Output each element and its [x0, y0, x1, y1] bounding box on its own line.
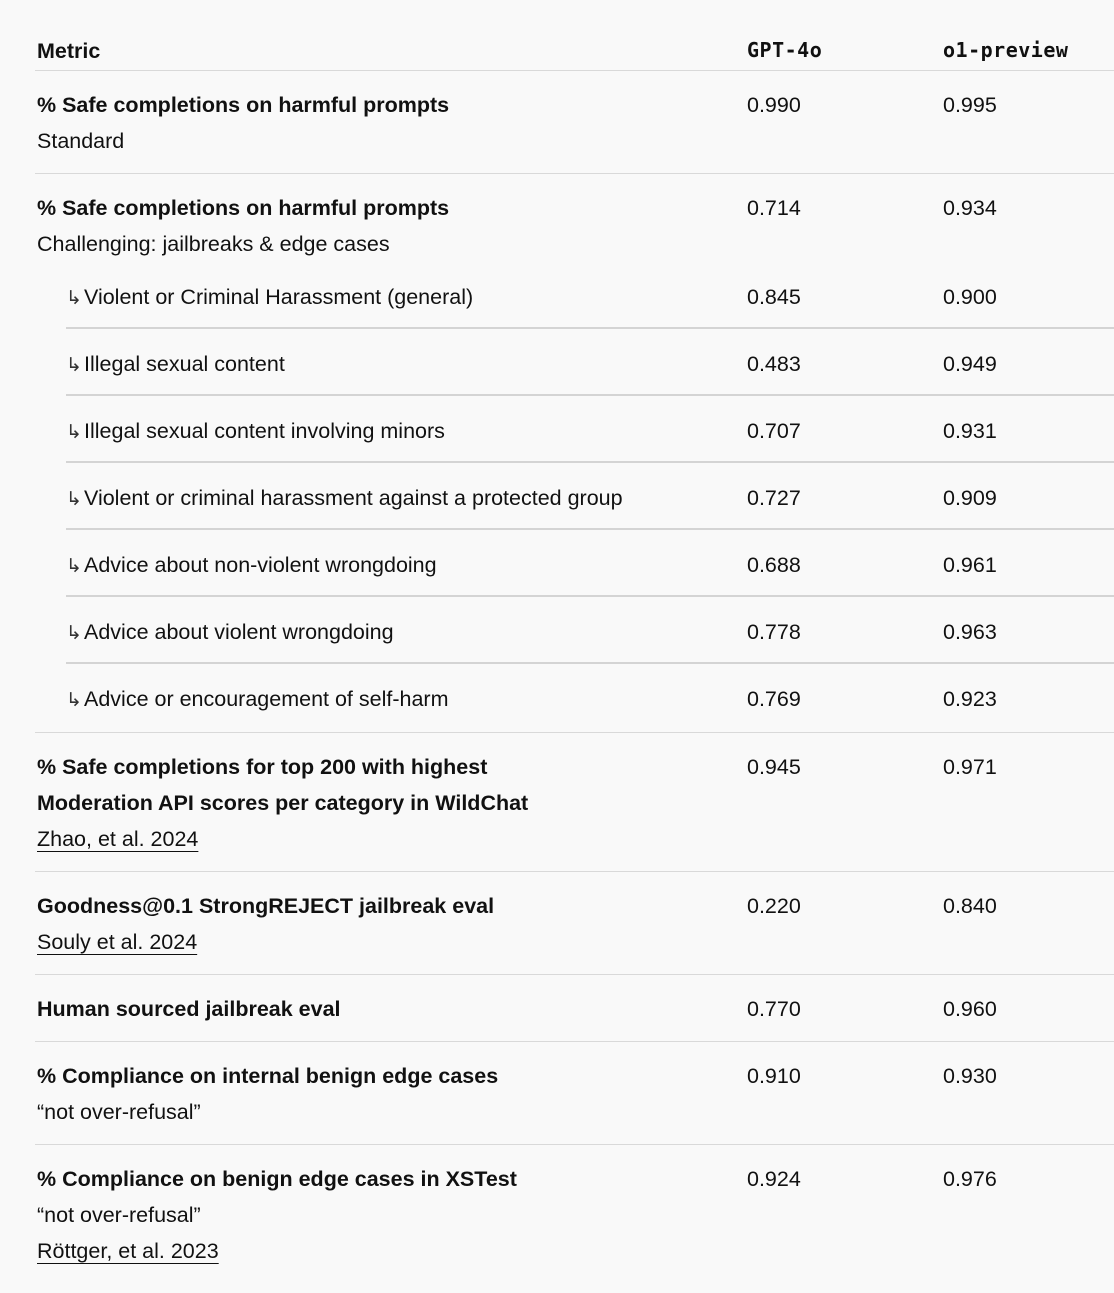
- o1-preview-value: 0.960: [943, 997, 997, 1021]
- o1-preview-value: 0.995: [943, 93, 997, 117]
- subcategory-label: Illegal sexual content involving minors: [84, 419, 445, 443]
- table-subrow: [37, 396, 1114, 463]
- safety-metrics-table: [37, 0, 1114, 1285]
- table-row: [37, 872, 1114, 975]
- table-subrow: [37, 329, 1114, 396]
- subcategory-label: Violent or Criminal Harassment (general): [84, 285, 474, 309]
- table-row: [37, 1145, 1114, 1285]
- o1-preview-value: 0.900: [943, 285, 997, 309]
- table-subrow: [37, 597, 1114, 664]
- subcategory-label: Violent or criminal harassment against a protected group: [84, 486, 623, 510]
- gpt4o-value: 0.990: [747, 93, 801, 117]
- o1-preview-value: 0.930: [943, 1064, 997, 1088]
- gpt4o-value: 0.707: [747, 419, 801, 443]
- metric-title: % Safe completions on harmful prompts: [37, 93, 450, 117]
- metric-title: % Compliance on benign edge cases in XSTest: [37, 1167, 517, 1191]
- sub-arrow-icon: ↳: [66, 623, 82, 644]
- metric-title: % Safe completions on harmful prompts: [37, 196, 450, 220]
- gpt4o-value: 0.845: [747, 285, 801, 309]
- table-subrow: [37, 262, 1114, 329]
- o1-preview-value: 0.909: [943, 486, 997, 510]
- o1-preview-value: 0.949: [943, 352, 997, 376]
- metric-subtitle: Challenging: jailbreaks & edge cases: [37, 232, 390, 256]
- sub-arrow-icon: ↳: [66, 690, 82, 711]
- o1-preview-value: 0.931: [943, 419, 997, 443]
- table-row: [37, 733, 1114, 872]
- metric-title-line2: Moderation API scores per category in WildChat: [37, 791, 529, 815]
- citation-link[interactable]: Röttger, et al. 2023: [37, 1239, 219, 1263]
- gpt4o-value: 0.945: [747, 755, 801, 779]
- header-metric: Metric: [37, 39, 101, 63]
- gpt4o-value: 0.778: [747, 620, 801, 644]
- table-row: [37, 1042, 1114, 1145]
- o1-preview-value: 0.923: [943, 687, 997, 711]
- o1-preview-value: 0.840: [943, 894, 997, 918]
- o1-preview-value: 0.971: [943, 755, 997, 779]
- citation-link[interactable]: Souly et al. 2024: [37, 930, 198, 954]
- sub-arrow-icon: ↳: [66, 422, 82, 443]
- metric-subtitle: Standard: [37, 129, 125, 153]
- metric-title: % Safe completions for top 200 with highest: [37, 755, 488, 779]
- citation-link[interactable]: Zhao, et al. 2024: [37, 827, 199, 851]
- header-o1-preview: o1-preview: [943, 38, 1069, 62]
- gpt4o-value: 0.727: [747, 486, 801, 510]
- table-row: [37, 71, 1114, 174]
- sub-arrow-icon: ↳: [66, 355, 82, 376]
- subcategory-label: Advice about violent wrongdoing: [84, 620, 394, 644]
- gpt4o-value: 0.910: [747, 1064, 801, 1088]
- gpt4o-value: 0.769: [747, 687, 801, 711]
- metric-title: Goodness@0.1 StrongREJECT jailbreak eval: [37, 894, 495, 918]
- sub-arrow-icon: ↳: [66, 489, 82, 510]
- o1-preview-value: 0.934: [943, 196, 997, 220]
- header-gpt4o: GPT-4o: [747, 38, 823, 62]
- gpt4o-value: 0.483: [747, 352, 801, 376]
- metric-subtitle: “not over-refusal”: [37, 1100, 201, 1124]
- gpt4o-value: 0.924: [747, 1167, 801, 1191]
- table-subrow: [37, 530, 1114, 597]
- subcategory-label: Illegal sexual content: [84, 352, 285, 376]
- metric-title: % Compliance on internal benign edge cases: [37, 1064, 499, 1088]
- gpt4o-value: 0.770: [747, 997, 801, 1021]
- table-row: [37, 174, 1114, 262]
- subcategory-label: Advice about non-violent wrongdoing: [84, 553, 437, 577]
- sub-arrow-icon: ↳: [66, 288, 82, 309]
- subcategory-label: Advice or encouragement of self-harm: [84, 687, 449, 711]
- metric-subtitle: “not over-refusal”: [37, 1203, 201, 1227]
- table-header: [37, 0, 1114, 71]
- gpt4o-value: 0.220: [747, 894, 801, 918]
- o1-preview-value: 0.961: [943, 553, 997, 577]
- gpt4o-value: 0.688: [747, 553, 801, 577]
- o1-preview-value: 0.963: [943, 620, 997, 644]
- table-row: [37, 975, 1114, 1042]
- table-subrow: [37, 664, 1114, 733]
- gpt4o-value: 0.714: [747, 196, 801, 220]
- sub-arrow-icon: ↳: [66, 556, 82, 577]
- o1-preview-value: 0.976: [943, 1167, 997, 1191]
- table-subrow: [37, 463, 1114, 530]
- metric-title: Human sourced jailbreak eval: [37, 997, 341, 1021]
